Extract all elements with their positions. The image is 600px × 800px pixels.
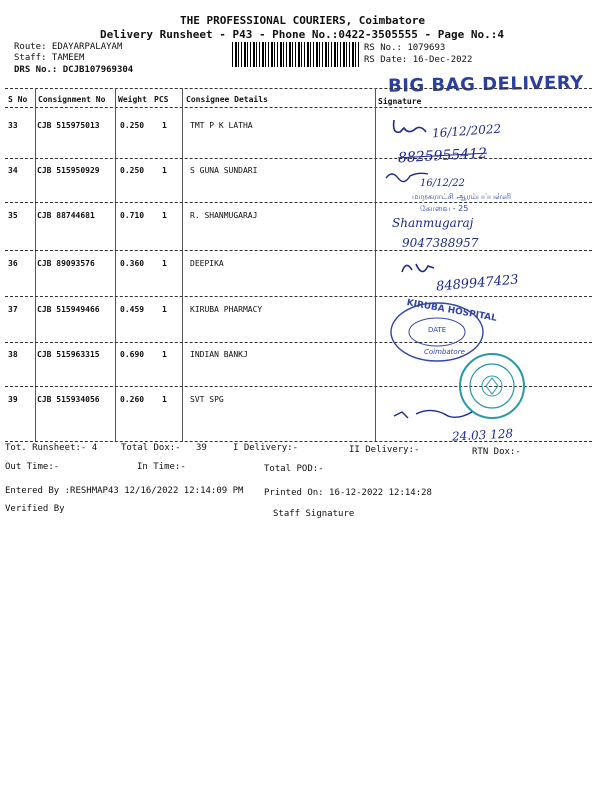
tot-runsheet: Tot. Runsheet:- 4 <box>5 443 98 453</box>
in-time: In Time:- <box>137 462 186 472</box>
row-consignee: INDIAN BANKJ <box>190 350 248 359</box>
signature-row-36 <box>398 258 438 282</box>
row-consignee: TMT P K LATHA <box>190 121 253 130</box>
col-divider <box>182 88 183 442</box>
row-weight: 0.710 <box>120 211 145 220</box>
col-consignment: Consignment No <box>38 95 106 104</box>
row-rule <box>5 342 592 343</box>
row-pcs: 1 <box>162 305 167 314</box>
kiruba-stamp-bottom: Coimbatore <box>424 348 465 356</box>
total-dox-label: Total Dox:- <box>121 443 181 453</box>
staff-field: Staff: TAMEEM <box>14 53 85 63</box>
row-weight: 0.260 <box>120 395 145 404</box>
row-consignee: S GUNA SUNDARI <box>190 166 258 175</box>
col-signature: Signature <box>378 97 422 106</box>
row-sno: 33 <box>8 121 18 130</box>
out-time: Out Time:- <box>5 462 60 472</box>
handwritten-date-34: 16/12/22 <box>420 178 465 189</box>
big-bag-delivery-stamp: BIG BAG DELIVERY <box>387 72 584 97</box>
total-pod: Total POD:- <box>264 464 324 474</box>
signature-row-33 <box>390 116 430 138</box>
school-stamp-line2: கோவை - 25 <box>420 204 469 213</box>
row-sno: 34 <box>8 166 18 175</box>
col-divider <box>35 88 36 442</box>
row-pcs: 1 <box>162 166 167 175</box>
row-pcs: 1 <box>162 395 167 404</box>
school-stamp: மாநகராட்சி ஆரம்பப்பள்ளி <box>412 192 511 201</box>
verified-by: Verified By <box>5 504 65 514</box>
row-rule <box>5 202 592 203</box>
row-consignee: KIRUBA PHARMACY <box>190 305 263 314</box>
row-weight: 0.690 <box>120 350 145 359</box>
handwritten-row-39: 24.03 128 <box>451 426 514 444</box>
row-consignment: CJB 515975013 <box>37 121 100 130</box>
row-weight: 0.250 <box>120 166 145 175</box>
row-rule <box>5 296 592 297</box>
rtn-dox: RTN Dox:- <box>472 447 521 457</box>
col-pcs: PCS <box>154 95 169 104</box>
handwritten-phone-36: 8489947423 <box>435 272 520 295</box>
kiruba-stamp-date: DATE <box>428 326 447 334</box>
row-sno: 39 <box>8 395 18 404</box>
row-consignee: DEEPIKA <box>190 259 224 268</box>
row-pcs: 1 <box>162 259 167 268</box>
rs-date: RS Date: 16-Dec-2022 <box>364 55 473 65</box>
staff-signature: Staff Signature <box>273 509 355 519</box>
kiruba-stamp-top: KIRUBA HOSPITAL <box>405 298 498 324</box>
row-weight: 0.360 <box>120 259 145 268</box>
row-pcs: 1 <box>162 121 167 130</box>
handwritten-date-33: 16/12/2022 <box>431 121 502 141</box>
row-consignment: CJB 515963315 <box>37 350 100 359</box>
row-consignment: CJB 515950929 <box>37 166 100 175</box>
col-divider <box>115 88 116 442</box>
row-sno: 35 <box>8 211 18 220</box>
row-rule <box>5 250 592 251</box>
row-weight: 0.250 <box>120 121 145 130</box>
row-sno: 36 <box>8 259 18 268</box>
handwritten-phone-33: 8825955412 <box>397 145 488 167</box>
printed-on: Printed On: 16-12-2022 12:14:28 <box>264 488 432 498</box>
handwritten-name-35: Shanmugaraj <box>392 216 474 230</box>
row-consignee: R. SHANMUGARAJ <box>190 211 258 220</box>
route-field: Route: EDAYARPALAYAM <box>14 42 123 52</box>
row-consignee: SVT SPG <box>190 395 224 404</box>
handwritten-phone-35: 9047388957 <box>402 236 479 250</box>
ii-delivery: II Delivery:- <box>349 445 420 455</box>
row-weight: 0.459 <box>120 305 145 314</box>
col-weight: Weight <box>118 95 147 104</box>
barcode <box>232 42 359 67</box>
runsheet-subtitle: Delivery Runsheet - P43 - Phone No.:0422-3505555 - Page No.:4 <box>100 28 504 41</box>
row-pcs: 1 <box>162 350 167 359</box>
row-rule <box>5 158 592 159</box>
row-consignment: CJB 515934056 <box>37 395 100 404</box>
signature-row-39 <box>392 404 482 426</box>
i-delivery: I Delivery:- <box>233 443 299 453</box>
col-divider <box>375 88 376 442</box>
row-sno: 38 <box>8 350 18 359</box>
table-bottom-rule <box>5 441 592 442</box>
drs-number: DRS No.: DCJB107969304 <box>14 65 134 75</box>
total-dox-value: 39 <box>196 443 207 453</box>
row-consignment: CJB 88744681 <box>37 211 95 220</box>
company-title: THE PROFESSIONAL COURIERS, Coimbatore <box>180 14 426 27</box>
row-consignment: CJB 515949466 <box>37 305 100 314</box>
entered-by: Entered By :RESHMAP43 12/16/2022 12:14:09 PM <box>5 486 244 496</box>
header-top-rule <box>5 88 592 89</box>
rs-number: RS No.: 1079693 <box>364 43 446 53</box>
header-bottom-rule <box>5 107 592 108</box>
row-consignment: CJB 89093576 <box>37 259 95 268</box>
col-consignee: Consignee Details <box>186 95 268 104</box>
row-pcs: 1 <box>162 211 167 220</box>
row-sno: 37 <box>8 305 18 314</box>
col-sno: S No <box>8 95 28 104</box>
